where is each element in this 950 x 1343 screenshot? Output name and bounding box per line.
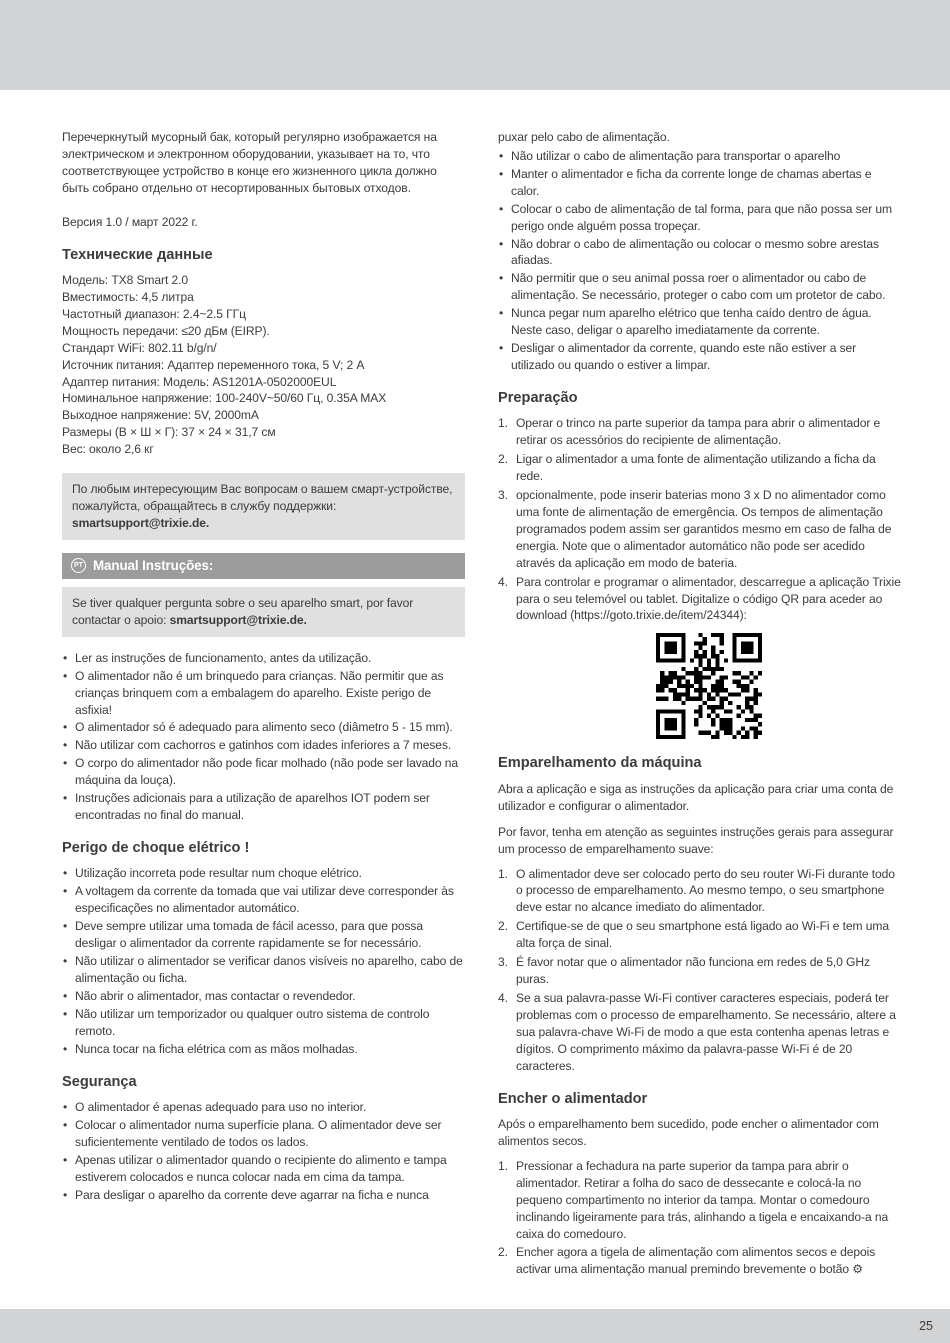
tech-line: Стандарт WiFi: 802.11 b/g/n/	[62, 340, 217, 355]
pairing-steps	[498, 866, 901, 1075]
list-item: Se a sua palavra-passe Wi-Fi contiver caracteres especiais, poderá ter problemas com o processo de emparelhamento. Se necessário, altere a sua palavra-chave Wi-Fi de modo a que esta contenha apenas letras e dígitos. O comprimento máximo da palavra-passe Wi-Fi é de 20 caracteres.	[516, 990, 896, 1073]
list-item: Operar o trinco na parte superior da tampa para abrir o alimentador e retirar os acessórios do recipiente de alimentação.	[516, 416, 881, 448]
list-item: • Colocar o cabo de alimentação de tal forma, para que não possa ser um perigo onde alguém possa tropeçar.	[498, 201, 901, 235]
shock-hazard-title: Perigo de choque elétrico !	[62, 840, 250, 856]
qr-code-container	[516, 633, 901, 739]
list-item: • Nunca pegar num aparelho elétrico que tenha caído dentro de água. Neste caso, deligar o aparelho imediatamente da corrente.	[498, 305, 901, 339]
list-item: O alimentador deve ser colocado perto do seu router Wi-Fi durante todo o processo de emparelhamento. Ao mesmo tempo, o seu smartphone deve estar no alcance imediato do alimentador.	[516, 866, 895, 915]
tech-line: Вес: около 2,6 кг	[62, 442, 154, 457]
general-instructions-list	[62, 650, 465, 824]
list-item: Ligar o alimentador a uma fonte de alimentação utilizando a ficha da rede.	[516, 452, 876, 484]
list-item: Pressionar a fechadura na parte superior da tampa para abrir o alimentador. Retirar a folha do saco de dessecante e colocá-la no pequeno compartimento no interior da tampa. Montar o comedouro inclinando ligeiramente para trás, alinhando a tigela e encaixando-a na caixa do comedouro.	[516, 1158, 889, 1241]
list-item: É favor notar que o alimentador não funciona em redes de 5,0 GHz puras.	[516, 955, 870, 987]
tech-line: Источник питания: Адаптер переменного тока, 5 V; 2 А	[62, 357, 365, 372]
support-note-ru-text: По любым интересующим Вас вопросам о вашем смарт-устройстве, пожалуйста, обращайтесь в службу поддержки:	[72, 482, 453, 514]
tech-line: Мощность передачи: ≤20 дБм (EIRP).	[62, 323, 270, 338]
tech-data-list	[62, 272, 465, 458]
tech-line: Адаптер питания: Модель: AS1201A-0502000EUL	[62, 374, 337, 389]
list-item-text: Para controlar e programar o alimentador, descarregue a aplicação Trixie para o seu telemóvel ou tablet. Digitalize o código QR para aceder ao download (https://goto.trixie.de/item/24344):	[516, 574, 901, 623]
top-band	[0, 0, 950, 90]
pt-banner-label: Manual Instruções:	[93, 557, 214, 573]
list-item: • Instruções adicionais para a utilização de aparelhos IOT podem ser encontradas no final do manual.	[62, 790, 465, 824]
support-email-ru: smartsupport@trixie.de.	[72, 516, 210, 531]
gear-icon: ⚙	[852, 1262, 864, 1277]
list-item: • Não dobrar o cabo de alimentação ou colocar o mesmo sobre arestas afiadas.	[498, 236, 901, 270]
weee-paragraph: Перечеркнутый мусорный бак, который регулярно изображается на электрическом и электронном оборудовании, указывает на то, что соответствующее устройство в конце его жизненного цикла должно быть собрано отдельно от несортированных бытовых отходов.	[62, 130, 437, 195]
shock-hazard-list	[62, 865, 465, 1057]
pairing-paragraph-1: Abra a aplicação e siga as instruções da aplicação para criar uma conta de utilizador e configurar o alimentador.	[498, 781, 894, 813]
tech-line: Размеры (В × Ш × Г): 37 × 24 × 31,7 см	[62, 425, 276, 440]
list-item	[498, 574, 901, 740]
pt-manual-banner	[62, 553, 465, 579]
list-item: • Para desligar o aparelho da corrente deve agarrar na ficha e nunca	[62, 1187, 465, 1204]
list-item: • Não utilizar com cachorros e gatinhos com idades inferiores a 7 meses.	[62, 737, 465, 754]
pairing-title: Emparelhamento da máquina	[498, 755, 702, 772]
list-item: • A voltagem da corrente da tomada que vai utilizar deve corresponder às especificações no alimentador automático.	[62, 883, 465, 917]
list-item: • Deve sempre utilizar uma tomada de fácil acesso, para que possa desligar o alimentador da corrente rapidamente se for necessário.	[62, 918, 465, 952]
list-item: • Nunca tocar na ficha elétrica com as mãos molhadas.	[62, 1041, 465, 1058]
list-item: • Não utilizar um temporizador ou qualquer outro sistema de controlo remoto.	[62, 1006, 465, 1040]
list-item: • O alimentador só é adequado para alimento seco (diâmetro 5 - 15 mm).	[62, 719, 465, 736]
left-column	[62, 129, 465, 1280]
list-item: • Desligar o alimentador da corrente, quando este não estiver a ser utilizado ou quando o estiver a limpar.	[498, 340, 901, 374]
list-item: • Apenas utilizar o alimentador quando o recipiente do alimento e tampa estiverem colocados e nunca colocar nada em cima da tampa.	[62, 1152, 465, 1186]
support-note-pt	[62, 587, 465, 637]
page-number: 25	[919, 1319, 933, 1333]
list-item: • Não utilizar o cabo de alimentação para transportar o aparelho	[498, 148, 901, 165]
safety-list-right	[498, 148, 901, 374]
tech-line: Модель: TX8 Smart 2.0	[62, 273, 188, 288]
support-note-ru	[62, 473, 465, 540]
fill-feeder-title: Encher o alimentador	[498, 1090, 648, 1107]
tech-line: Номинальное напряжение: 100-240V~50/60 Гц, 0.35A MAX	[62, 391, 387, 406]
safety-list-left	[62, 1099, 465, 1204]
list-item: • O alimentador não é um brinquedo para crianças. Não permitir que as crianças brinquem com a embalagem do aparelho. Existe perigo de asfixia!	[62, 668, 465, 719]
safety-continuation-line: puxar pelo cabo de alimentação.	[498, 130, 670, 144]
support-email-pt: smartsupport@trixie.de.	[169, 612, 307, 627]
fill-feeder-steps	[498, 1158, 901, 1278]
list-item: • Manter o alimentador e ficha da corrente longe de chamas abertas e calor.	[498, 166, 901, 200]
list-item: • O corpo do alimentador não pode ficar molhado (não pode ser lavado na máquina da louça).	[62, 755, 465, 789]
pt-language-icon: PT	[71, 558, 86, 573]
bottom-band	[0, 1309, 950, 1343]
preparation-steps	[498, 415, 901, 739]
list-item: • Não permitir que o seu animal possa roer o alimentador ou cabo de alimentação. Se necessário, proteger o cabo com um protetor de cabo.	[498, 270, 901, 304]
list-item: • Não abrir o alimentador, mas contactar o revendedor.	[62, 988, 465, 1005]
fill-feeder-paragraph: Após o emparelhamento bem sucedido, pode encher o alimentador com alimentos secos.	[498, 1116, 879, 1148]
preparation-title: Preparação	[498, 389, 578, 406]
list-item: • Utilização incorreta pode resultar num choque elétrico.	[62, 865, 465, 882]
tech-line: Вместимость: 4,5 литра	[62, 289, 194, 304]
list-item: • Ler as instruções de funcionamento, antes da utilização.	[62, 650, 465, 667]
pairing-paragraph-2: Por favor, tenha em atenção as seguintes instruções gerais para assegurar um processo de emparelhamento suave:	[498, 824, 894, 856]
tech-line: Выходное напряжение: 5V, 2000mA	[62, 408, 259, 423]
support-note-pt-text: Se tiver qualquer pergunta sobre o seu aparelho smart, por favor contactar o apoio:	[72, 595, 414, 627]
list-item: Certifique-se de que o seu smartphone está ligado ao Wi-Fi e tem uma alta força de sinal.	[516, 919, 890, 951]
list-item: • Colocar o alimentador numa superfície plana. O alimentador deve ser suficientemente ventilado de todos os lados.	[62, 1117, 465, 1151]
version-line: Версия 1.0 / март 2022 г.	[62, 214, 198, 229]
list-item: opcionalmente, pode inserir baterias mono 3 x D no alimentador como uma fonte de alimentação de emergência. Os tempos de alimentação programados podem assim ser garantidos mesmo em caso de falha de energia. Note que o alimentador automático não pode ser acedido através da aplicação em modo de bateria.	[516, 488, 892, 570]
list-item-text: Encher agora a tigela de alimentação com alimentos secos e depois activar uma alimentação manual premindo brevemente o botão	[516, 1245, 876, 1277]
manual-page-content	[62, 129, 902, 1280]
qr-code-image	[656, 633, 762, 739]
right-column	[498, 129, 901, 1280]
tech-line: Частотный диапазон: 2.4~2.5 ГГц	[62, 306, 246, 321]
safety-title: Segurança	[62, 1073, 137, 1090]
list-item: • O alimentador é apenas adequado para uso no interior.	[62, 1099, 465, 1116]
list-item	[498, 1244, 901, 1278]
list-item: • Não utilizar o alimentador se verificar danos visíveis no aparelho, cabo de alimentação ou ficha.	[62, 953, 465, 987]
tech-data-title: Технические данные	[62, 246, 213, 263]
